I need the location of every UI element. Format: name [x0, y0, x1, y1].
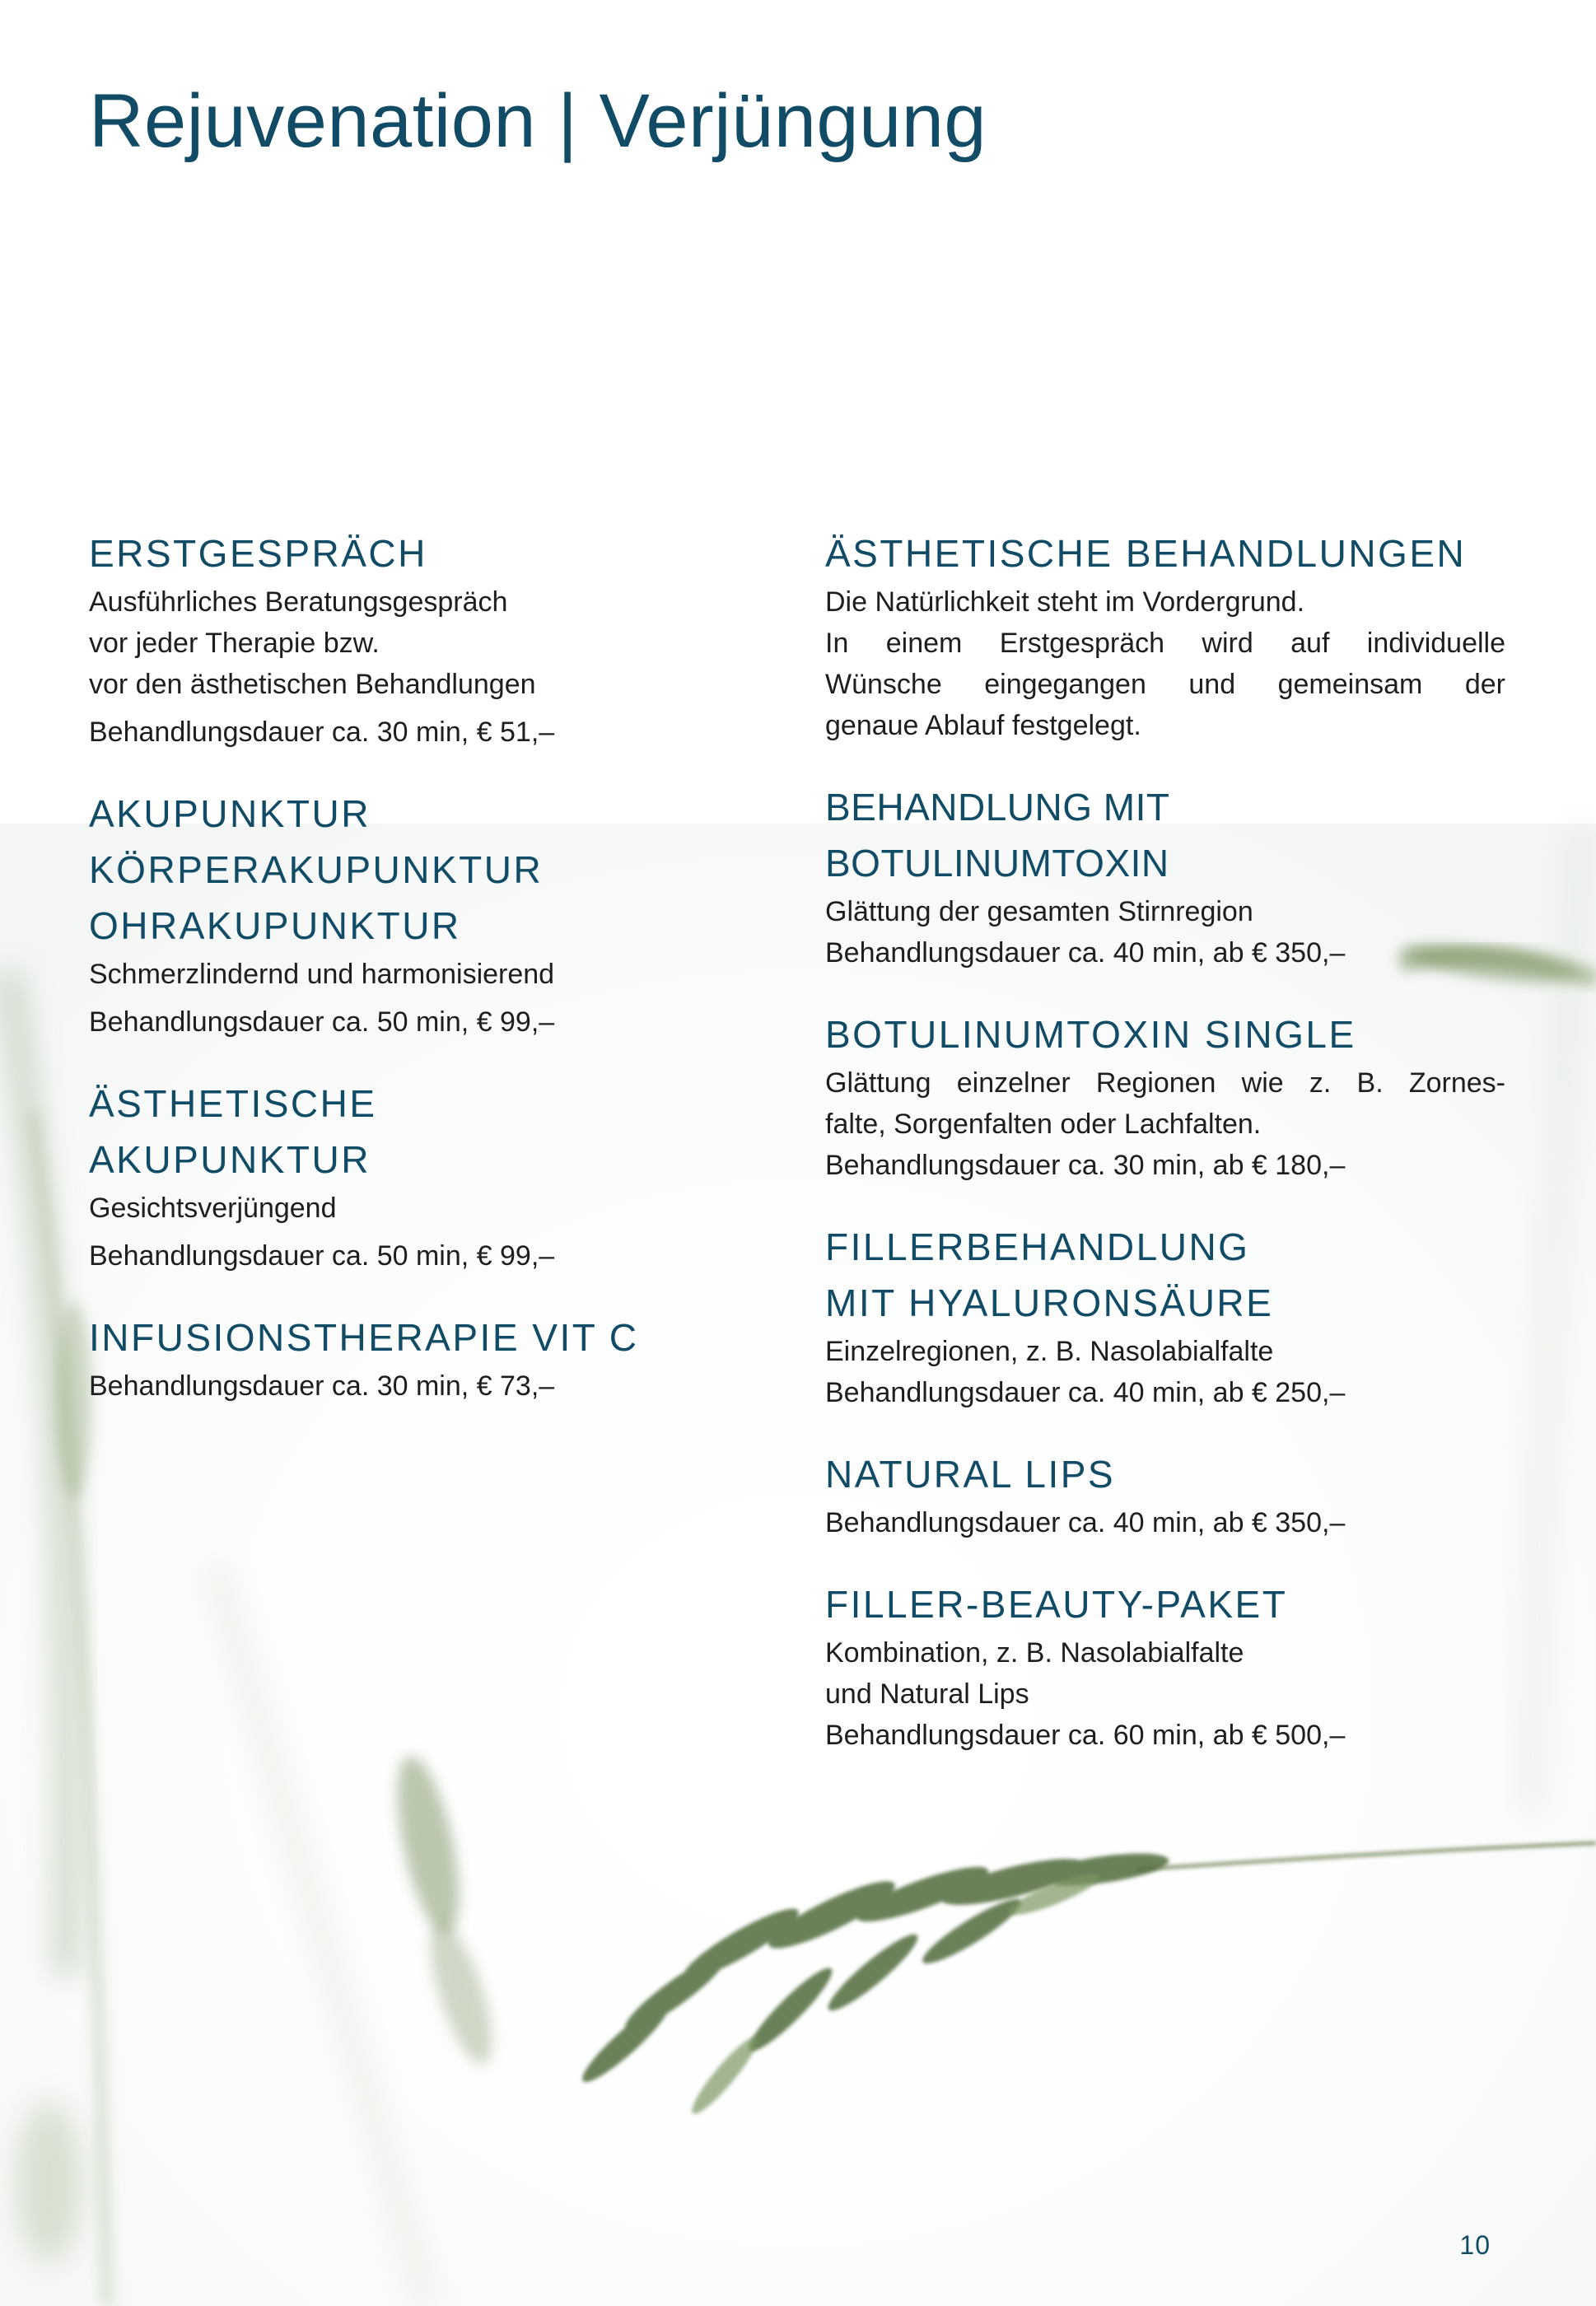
description-line: Glättung einzelner Regionen wie z. B. Zornes-: [825, 1067, 1505, 1099]
description-line: In einem Erstgespräch wird auf individuelle: [825, 628, 1505, 659]
section-aesthetische-akupunktur: [89, 1076, 665, 1277]
section-heading: ÄSTHETISCHE AKUPUNKTUR: [89, 1082, 377, 1181]
description-line: vor den ästhetischen Behandlungen: [89, 669, 536, 700]
section-heading: MIT HYALURONSÄURE: [825, 1281, 1274, 1324]
description-line: Kombination, z. B. Nasolabialfalte: [825, 1637, 1244, 1669]
description-line: Wünsche eingegangen und gemeinsam der: [825, 669, 1505, 700]
section-botulinumtoxin: [825, 779, 1505, 973]
price-line: Behandlungsdauer ca. 40 min, ab € 250,–: [825, 1377, 1346, 1408]
section-heading: ERSTGESPRÄCH: [89, 532, 427, 575]
description-line: genaue Ablauf festgelegt.: [825, 710, 1141, 741]
price-line: Behandlungsdauer ca. 30 min, € 73,–: [89, 1370, 555, 1402]
description-line: und Natural Lips: [825, 1678, 1029, 1710]
description-line: vor jeder Therapie bzw.: [89, 628, 380, 659]
section-heading: INFUSIONSTHERAPIE VIT C: [89, 1316, 639, 1359]
price-line: Behandlungsdauer ca. 40 min, ab € 350,–: [825, 937, 1346, 969]
section-heading: FILLER-BEAUTY-PAKET: [825, 1583, 1288, 1626]
price-line: Behandlungsdauer ca. 50 min, € 99,–: [89, 1240, 555, 1272]
price-line: Behandlungsdauer ca. 30 min, ab € 180,–: [825, 1150, 1346, 1181]
section-aesthetische-behandlungen: [825, 525, 1505, 746]
description-line: Ausführliches Beratungsgespräch: [89, 586, 508, 618]
section-heading: BOTULINUMTOXIN SINGLE: [825, 1013, 1356, 1056]
section-infusionstherapie: [89, 1309, 665, 1407]
section-heading: AKUPUNKTUR: [89, 792, 371, 835]
section-filler-beauty-paket: [825, 1576, 1505, 1756]
section-natural-lips: [825, 1446, 1505, 1543]
section-akupunktur: [89, 786, 665, 1043]
section-heading: ÄSTHETISCHE BEHANDLUNGEN: [825, 532, 1467, 575]
price-line: Behandlungsdauer ca. 60 min, ab € 500,–: [825, 1720, 1346, 1751]
description-line: Glättung der gesamten Stirnregion: [825, 896, 1253, 927]
section-erstgespraech: [89, 525, 665, 753]
section-heading: NATURAL LIPS: [825, 1453, 1116, 1496]
description-line: Gesichtsverjüngend: [89, 1193, 337, 1224]
price-line: Behandlungsdauer ca. 40 min, ab € 350,–: [825, 1507, 1346, 1538]
section-heading: FILLERBEHANDLUNG: [825, 1225, 1250, 1268]
section-botulinumtoxin-single: [825, 1006, 1505, 1186]
section-heading: KÖRPERAKUPUNKTUR: [89, 848, 544, 891]
page-title: Rejuvenation | Verjüngung: [89, 79, 987, 163]
left-column: [89, 525, 665, 1440]
description-line: falte, Sorgenfalten oder Lachfalten.: [825, 1109, 1262, 1140]
description-line: Einzelregionen, z. B. Nasolabialfalte: [825, 1336, 1274, 1367]
description-line: Schmerzlindernd und harmonisierend: [89, 959, 555, 990]
section-heading: OHRAKUPUNKTUR: [89, 904, 461, 947]
price-line: Behandlungsdauer ca. 30 min, € 51,–: [89, 717, 555, 748]
right-column: [825, 525, 1505, 1789]
section-heading: BEHANDLUNG MIT BOTULINUMTOXIN: [825, 786, 1169, 885]
price-line: Behandlungsdauer ca. 50 min, € 99,–: [89, 1006, 555, 1038]
page-number: 10: [1459, 2230, 1491, 2260]
section-fillerbehandlung: [825, 1219, 1505, 1413]
description-line: Die Natürlichkeit steht im Vordergrund.: [825, 586, 1305, 618]
